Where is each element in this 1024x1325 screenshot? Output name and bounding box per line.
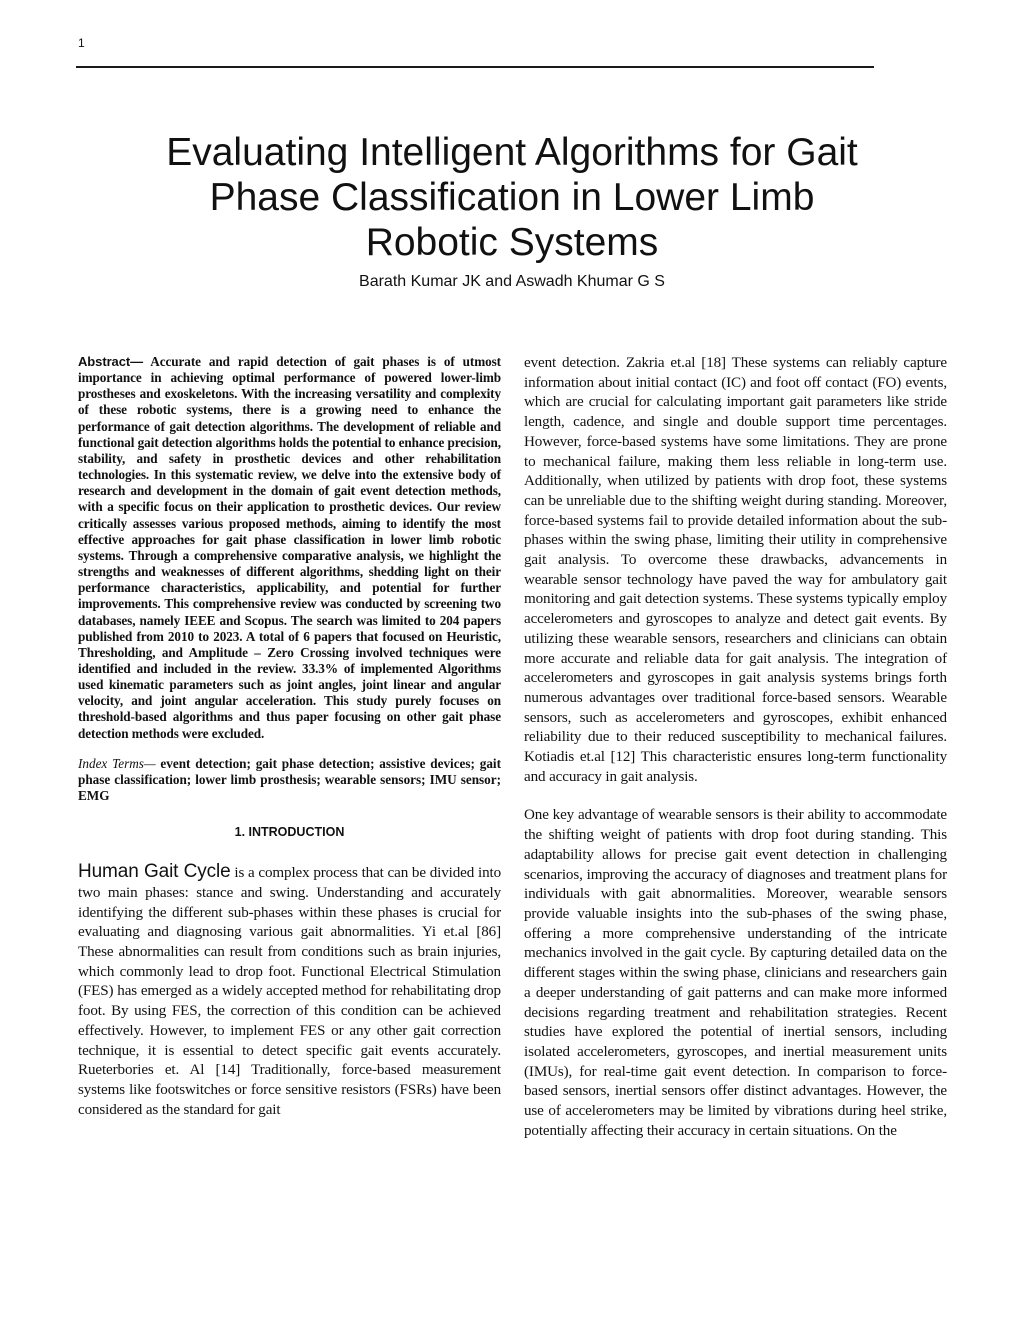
abstract	[78, 354, 501, 742]
paragraph-text: is a complex process that can be divided into two main phases: stance and swing. Understanding and accurately identifying the different sub-phases within these phases is crucial for evaluating and diagnosing various gait abnormalities. Yi et.al [86] These abnormalities can result from conditions such as brain injuries, which commonly lead to drop foot. Functional Electrical Stimulation (FES) has emerged as a widely accepted method for rehabilitating drop foot. By using FES, the correction of this condition can be achieved effectively. However, to implement FES or any other gait correction technique, it is essential to detect specific gait events accurately. Rueterbories et. Al [14] Traditionally, force-based measurement systems like footswitches or force sensitive resistors (FSRs) have been considered as the standard for gait	[78, 865, 501, 1118]
introduction-paragraph-continued: event detection. Zakria et.al [18] These systems can reliably capture information about initial contact (IC) and foot off contact (FO) events, which are crucial for calculating important gait parameters like stride length, cadence, and single and double support time percentages. However, force-based systems have some limitations. They are prone to mechanical failure, making them less reliable in long-term use. Additionally, when utilized by patients with drop foot, these systems can be unreliable due to the shifting weight during standing. Moreover, force-based systems fail to provide detailed information about the sub-phases within the swing phase, limiting their utility in comprehensive gait analysis. To overcome these drawbacks, advancements in wearable sensor technology have paved the way for ambulatory gait monitoring and gait detection systems. These systems typically employ accelerometers and gyroscopes to analyze and detect gait events. By utilizing these wearable sensors, researchers and clinicians can obtain more accurate and reliable data for gait analysis. The integration of accelerometers and gyroscopes in gait analysis systems brings forth numerous advantages over traditional force-based sensors. Wearable sensors, such as accelerometers and gyroscopes, exhibit enhanced reliability due to their reduced susceptibility to mechanical failures. Kotiadis et.al [12] This characteristic ensures long-term functionality and accuracy in gait analysis.	[524, 355, 947, 785]
abstract-label: Abstract—	[78, 354, 144, 369]
index-terms	[78, 756, 501, 804]
index-terms-text: event detection; gait phase detection; assistive devices; gait phase classification; lower limb prosthesis; wearable sensors; IMU sensor; EMG	[78, 755, 501, 804]
introduction-paragraph	[78, 862, 501, 1120]
page-number: 1	[78, 36, 85, 50]
lead-phrase: Human Gait Cycle	[78, 861, 231, 883]
author-list: Barath Kumar JK and Aswadh Khumar G S	[359, 273, 665, 290]
left-column	[78, 354, 501, 1120]
paper-title	[112, 130, 912, 265]
abstract-text: Accurate and rapid detection of gait phases is of utmost importance in achieving optimal performance of powered lower-limb prostheses and exoskeletons. With the increasing versatility and complexity of these robotic systems, there is a growing need to enhance the performance of gait detection algorithms. The development of reliable and functional gait detection algorithms holds the potential to enhance precision, stability, and safety in prosthetic devices and other rehabilitation technologies. In this systematic review, we delve into the extensive body of research and development in the domain of gait event detection methods, with a specific focus on their application to prosthetic devices. Our review critically assesses various proposed methods, aiming to identify the most effective approaches for gait phase classification in lower limb robotic systems. Through a comprehensive comparative analysis, we highlight the strengths and weaknesses of different algorithms, shedding light on their performance characteristics, applicability, and potential for further improvements. This comprehensive review was conducted by screening two databases, namely IEEE and Scopus. The search was limited to 204 papers published from 2010 to 2023. A total of 6 papers that focused on Heuristic, Thresholding, and Amplitude – Zero Crossing involved techniques were identified and included in the review. 33.3% of implemented Algorithms used kinematic parameters such as joint angles, joint linear and angular velocity, and joint angular acceleration. This study purely focuses on threshold-based algorithms and thus paper focusing on other gait phase detection methods were excluded.	[78, 354, 501, 741]
introduction-paragraph-2: One key advantage of wearable sensors is their ability to accommodate the shifting weight of patients with drop foot during standing. This adaptability allows for precise gait event detection in challenging scenarios, improving the accuracy of diagnoses and treatment plans for individuals with gait abnormalities. Moreover, wearable sensors provide valuable insights into the sub-phases of the swing phase, offering a more comprehensive understanding of the intricate mechanics involved in the gait cycle. By capturing detailed data on the different stages within the swing phase, clinicians and researchers gain a deeper understanding of gait patterns and can make more informed decisions regarding treatment and rehabilitation strategies. Recent studies have explored the potential of inertial sensors, including isolated accelerometers, gyroscopes, and inertial measurement units (IMUs), for real-time gait event detection. In comparison to force-based sensors, inertial sensors offer distinct advantages. However, the use of accelerometers may be limited by vibrations during heel strike, potentially affecting their accuracy in certain situations. On the	[524, 807, 947, 1139]
header-rule	[76, 66, 874, 68]
index-terms-label: Index Terms—	[78, 755, 156, 771]
title-line: Evaluating Intelligent Algorithms for Gait	[166, 131, 858, 175]
title-line: Robotic Systems	[365, 221, 659, 265]
right-column	[524, 354, 947, 1141]
section-heading-introduction: 1. INTRODUCTION	[234, 825, 345, 840]
title-line: Phase Classification in Lower Limb	[209, 176, 815, 220]
